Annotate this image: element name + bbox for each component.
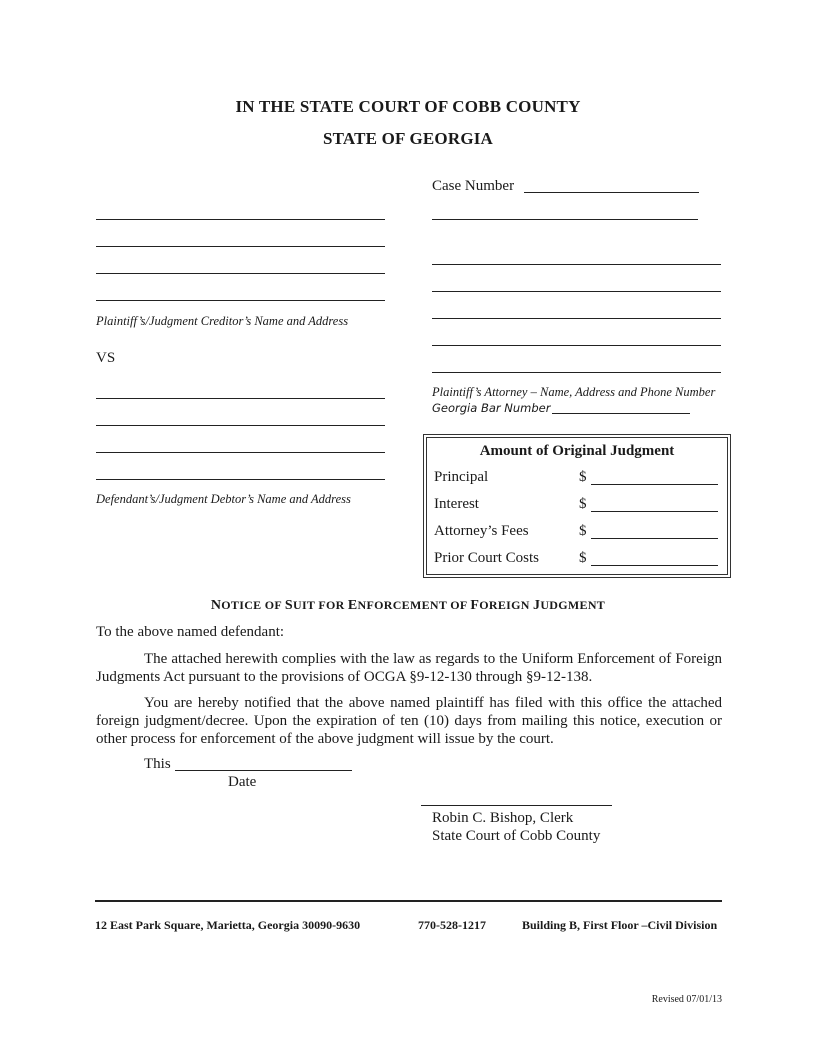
- footer-rule: [95, 900, 722, 902]
- attorney-line-5[interactable]: [432, 345, 721, 346]
- defendant-line-3[interactable]: [96, 452, 385, 453]
- bar-number-label: Georgia Bar Number: [432, 401, 551, 415]
- signature-line[interactable]: [421, 805, 612, 806]
- attorney-caption: Plaintiff’s Attorney – Name, Address and Phone Number: [432, 385, 716, 399]
- defendant-line-4[interactable]: [96, 479, 385, 480]
- attorney-line-3[interactable]: [432, 291, 721, 292]
- interest-currency: $: [579, 496, 587, 512]
- judgment-box-title: Amount of Original Judgment: [479, 443, 675, 459]
- date-field[interactable]: [175, 770, 352, 771]
- footer-location: Building B, First Floor –Civil Division: [522, 918, 718, 932]
- clerk-name: Robin C. Bishop, Clerk: [432, 810, 574, 826]
- footer-phone: 770-528-1217: [418, 918, 486, 932]
- case-number-label: Case Number: [432, 178, 515, 194]
- case-number-field[interactable]: [524, 192, 699, 193]
- attorney-line-6[interactable]: [432, 372, 721, 373]
- bar-number-field[interactable]: [552, 413, 690, 414]
- plaintiff-line-4[interactable]: [96, 300, 385, 301]
- prior-costs-currency: $: [579, 550, 587, 566]
- attorney-line-1[interactable]: [432, 219, 698, 220]
- versus-label: VS: [96, 350, 116, 366]
- principal-currency: $: [579, 469, 587, 485]
- date-label: Date: [228, 774, 257, 790]
- prior-costs-field[interactable]: [591, 565, 718, 566]
- interest-field[interactable]: [591, 511, 718, 512]
- plaintiff-caption: Plaintiff’s/Judgment Creditor’s Name and Address: [96, 314, 349, 328]
- court-title: IN THE STATE COURT OF COBB COUNTY: [235, 97, 581, 116]
- attorney-fees-currency: $: [579, 523, 587, 539]
- footer-address: 12 East Park Square, Marietta, Georgia 30090-9630: [95, 918, 361, 932]
- defendant-line-1[interactable]: [96, 398, 385, 399]
- notice-paragraph-1: The attached herewith complies with the law as regards to the Uniform Enforcement of Foreign Judgments Act pursuant to the provisions of OCGA §9-12-130 through §9-12-138.: [96, 651, 722, 685]
- revision-date: Revised 07/01/13: [651, 994, 722, 1005]
- this-label: This: [144, 756, 171, 772]
- salutation: To the above named defendant:: [96, 624, 285, 640]
- attorney-line-2[interactable]: [432, 264, 721, 265]
- notice-title: NOTICE OF SUIT FOR ENFORCEMENT OF FOREIGN JUDGMENT: [210, 598, 606, 613]
- plaintiff-line-1[interactable]: [96, 219, 385, 220]
- plaintiff-line-3[interactable]: [96, 273, 385, 274]
- notice-paragraph-2: You are hereby notified that the above named plaintiff has filed with this office the attached foreign judgment/decree. Upon the expiration of ten (10) days from mailing this notice, execution or other process for enforcement of the above judgment will issue by the court.: [96, 695, 722, 747]
- attorney-line-4[interactable]: [432, 318, 721, 319]
- defendant-line-2[interactable]: [96, 425, 385, 426]
- attorney-fees-field[interactable]: [591, 538, 718, 539]
- clerk-office: State Court of Cobb County: [432, 828, 601, 844]
- plaintiff-line-2[interactable]: [96, 246, 385, 247]
- interest-label: Interest: [434, 496, 479, 512]
- prior-costs-label: Prior Court Costs: [434, 550, 540, 566]
- defendant-caption: Defendant’s/Judgment Debtor’s Name and Address: [96, 492, 351, 506]
- judgment-box-inner: [426, 437, 728, 575]
- principal-field[interactable]: [591, 484, 718, 485]
- judgment-box: [423, 434, 731, 578]
- attorney-fees-label: Attorney’s Fees: [434, 523, 529, 539]
- state-title: STATE OF GEORGIA: [322, 129, 494, 148]
- principal-label: Principal: [434, 469, 489, 485]
